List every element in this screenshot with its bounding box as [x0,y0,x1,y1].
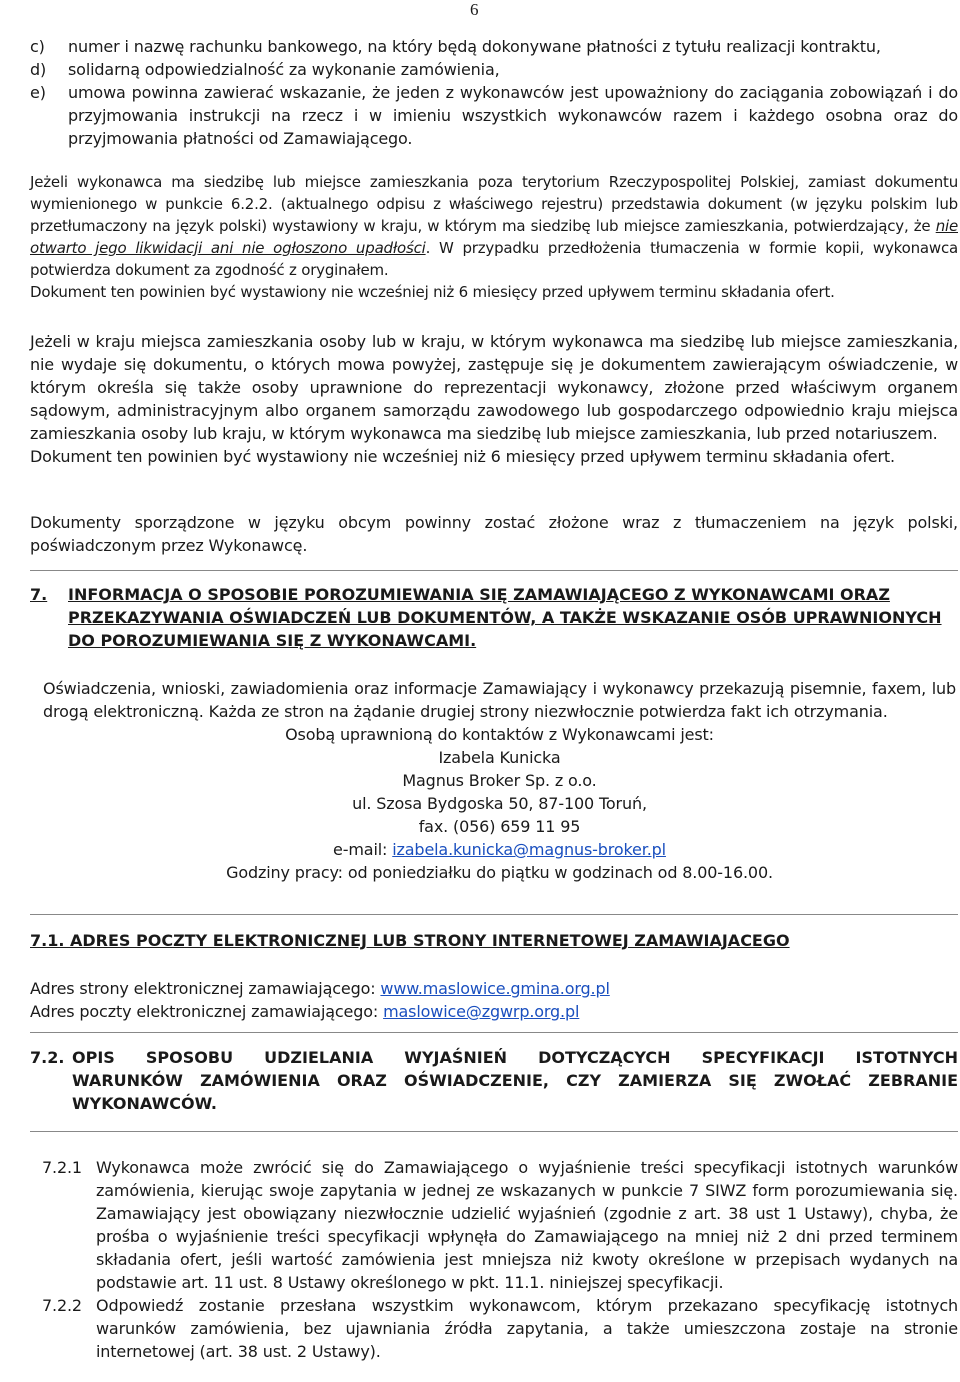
contact-address: ul. Szosa Bydgoska 50, 87-100 Toruń, [352,794,647,813]
section-7-2-heading [30,1046,958,1115]
contact-intro: Osobą uprawnioną do kontaktów z Wykonawcami jest: [285,725,714,744]
email-line [30,1000,958,1023]
requirements-list [30,35,958,150]
section-number: 7.2. [30,1048,65,1067]
contact-company: Magnus Broker Sp. z o.o. [402,771,597,790]
paragraph-text: Oświadczenia, wnioski, zawiadomienia oraz informacje Zamawiający i wykonawcy przekazują pisemnie, faxem, lub drogą elektroniczną. Każda ze stron na żądanie drugiej strony niezwłocznie potwierdza fakt ich otrzymania. [43,679,956,721]
website-line [30,977,958,1000]
website-label: Adres strony elektronicznej zamawiającego: [30,979,381,998]
section-7-1-body [30,977,958,1023]
section-7-body [43,677,956,884]
section-title: INFORMACJA O SPOSOBIE POROZUMIEWANIA SIĘ ZAMAWIAJĄCEGO Z WYKONAWCAMI ORAZ PRZEKAZYWANIA OŚWIADCZEŃ LUB DOKUMENTÓW, A TAKŻE WSKAZANIE OSÓB UPRAWNIONYCH DO POROZUMIEWANIA SIĘ Z WYKONAWCAMI. [68,585,942,650]
contact-hours: Godziny pracy: od poniedziałku do piątku w godzinach od 8.00-16.00. [226,863,773,882]
list-text: solidarną odpowiedzialność za wykonanie zamówienia, [68,60,500,79]
item-number: 7.2.1 [42,1158,82,1177]
section-7-heading [30,583,958,652]
list-text: numer i nazwę rachunku bankowego, na który będą dokonywane płatności z tytułu realizacji kontraktu, [68,37,881,56]
contact-email [43,838,956,861]
list-marker: d) [30,60,47,79]
section-7-2-items [30,1156,958,1363]
translation-paragraph [30,511,958,557]
paragraph-text: Jeżeli wykonawca ma siedzibę lub miejsce zamieszkania poza terytorium Rzeczypospolitej Polskiej, zamiast dokumentu wymienionego w punkcie 6.2.2. (aktualnego odpisu z właściwego rejestru) przedstawia dokument (w języku polskim lub przetłumaczony na język polski) wystawiony w kraju, w którym ma siedzibę lub miejsce zamieszkania, potwierdzający, że [30,173,958,235]
divider [30,570,958,571]
section-title: OPIS SPOSOBU UDZIELANIA WYJAŚNIEŃ DOTYCZĄCYCH SPECYFIKACJI ISTOTNYCH WARUNKÓW ZAMÓWIENIA ORAZ OŚWIADCZENIE, CZY ZAMIERZA SIĘ ZWOŁAĆ ZEBRANIE WYKONAWCÓW. [72,1048,958,1113]
list-item [30,1156,958,1294]
section-7-1-heading: 7.1. ADRES POCZTY ELEKTRONICZNEJ LUB STRONY INTERNETOWEJ ZAMAWIAJACEGO [30,931,790,950]
website-link[interactable]: www.maslowice.gmina.org.pl [380,979,610,998]
list-item [30,1294,958,1363]
foreign-contractor-paragraph [30,171,958,303]
list-item [30,35,958,58]
emphasized-text: nie otwarto jego likwidacji ani nie ogłoszono upadłości [30,217,958,257]
divider [30,914,958,915]
section-number: 7. [30,585,48,604]
email-label: e-mail: [333,840,393,859]
item-number: 7.2.2 [42,1296,82,1315]
list-marker: c) [30,37,45,56]
list-item [30,58,958,81]
list-marker: e) [30,83,46,102]
contact-fax: fax. (056) 659 11 95 [418,817,581,836]
email-label: Adres poczty elektronicznej zamawiającego: [30,1002,384,1021]
contact-name: Izabela Kunicka [438,748,561,767]
list-text: umowa powinna zawierać wskazanie, że jeden z wykonawców jest upoważniony do zaciągania zobowiązań i do przyjmowania instrukcji na rzecz i w imieniu wszystkich wykonawców razem i każdego osobna oraz do przyjmowania płatności od Zamawiającego. [68,83,958,148]
item-text: Wykonawca może zwrócić się do Zamawiającego o wyjaśnienie treści specyfikacji istotnych warunków zamówienia, kierując swoje zapytania w jednej ze wskazanych w punkcie 7 SIWZ form porozumiewania się. Zamawiający jest obowiązany niezwłocznie udzielić wyjaśnień (zgodnie z art. 38 ust 1 Ustawy), chyba, że prośba o wyjaśnienie treści specyfikacji wpłynęła do Zamawiającego na mniej niż 2 dni przed terminem składania ofert, jeśli wartość zamówienia jest mniejsza niż kwoty określone w przepisach wydanych na podstawie art. 11 ust. 8 Ustawy określonego w pkt. 11.1. niniejszej specyfikacji. [96,1158,958,1292]
paragraph-line: Dokument ten powinien być wystawiony nie wcześniej niż 6 miesięcy przed upływem terminu składania ofert. [30,283,835,301]
list-item [30,81,958,150]
contact-block [43,723,956,884]
email-link[interactable]: izabela.kunicka@magnus-broker.pl [392,840,666,859]
divider [30,1131,958,1132]
email-link[interactable]: maslowice@zgwrp.org.pl [383,1002,580,1021]
paragraph-text: Jeżeli w kraju miejsca zamieszkania osoby lub w kraju, w którym wykonawca ma siedzibę lub miejsce zamieszkania, nie wydaje się dokumentu, o których mowa powyżej, zastępuje się je dokumentem zawierającym oświadczenie, w którym określa się także osoby uprawnione do reprezentacji wykonawcy, złożone przed właściwym organem sądowym, administracyjnym albo organem samorządu zawodowego lub gospodarczego odpowiednio kraju miejsca zamieszkania osoby lub kraju, w którym wykonawca ma siedzibę lub miejsce zamieszkania, lub przed notariuszem. [30,332,958,443]
substitute-document-paragraph [30,330,958,468]
divider [30,1032,958,1033]
item-text: Odpowiedź zostanie przesłana wszystkim wykonawcom, którym przekazano specyfikację istotnych warunków zamówienia, bez ujawniania źródła zapytania, a także umieszczona zostaje na stronie internetowej (art. 38 ust. 2 Ustawy). [96,1296,958,1361]
page-number: 6 [470,0,479,19]
paragraph-line: Dokument ten powinien być wystawiony nie wcześniej niż 6 miesięcy przed upływem terminu składania ofert. [30,447,895,466]
paragraph-text: Dokumenty sporządzone w języku obcym powinny zostać złożone wraz z tłumaczeniem na język polski, poświadczonym przez Wykonawcę. [30,513,958,555]
paragraph-text: . W przypadku przedłożenia tłumaczenia w formie kopii, wykonawca potwierdza dokument za zgodność z oryginałem. [30,239,958,279]
